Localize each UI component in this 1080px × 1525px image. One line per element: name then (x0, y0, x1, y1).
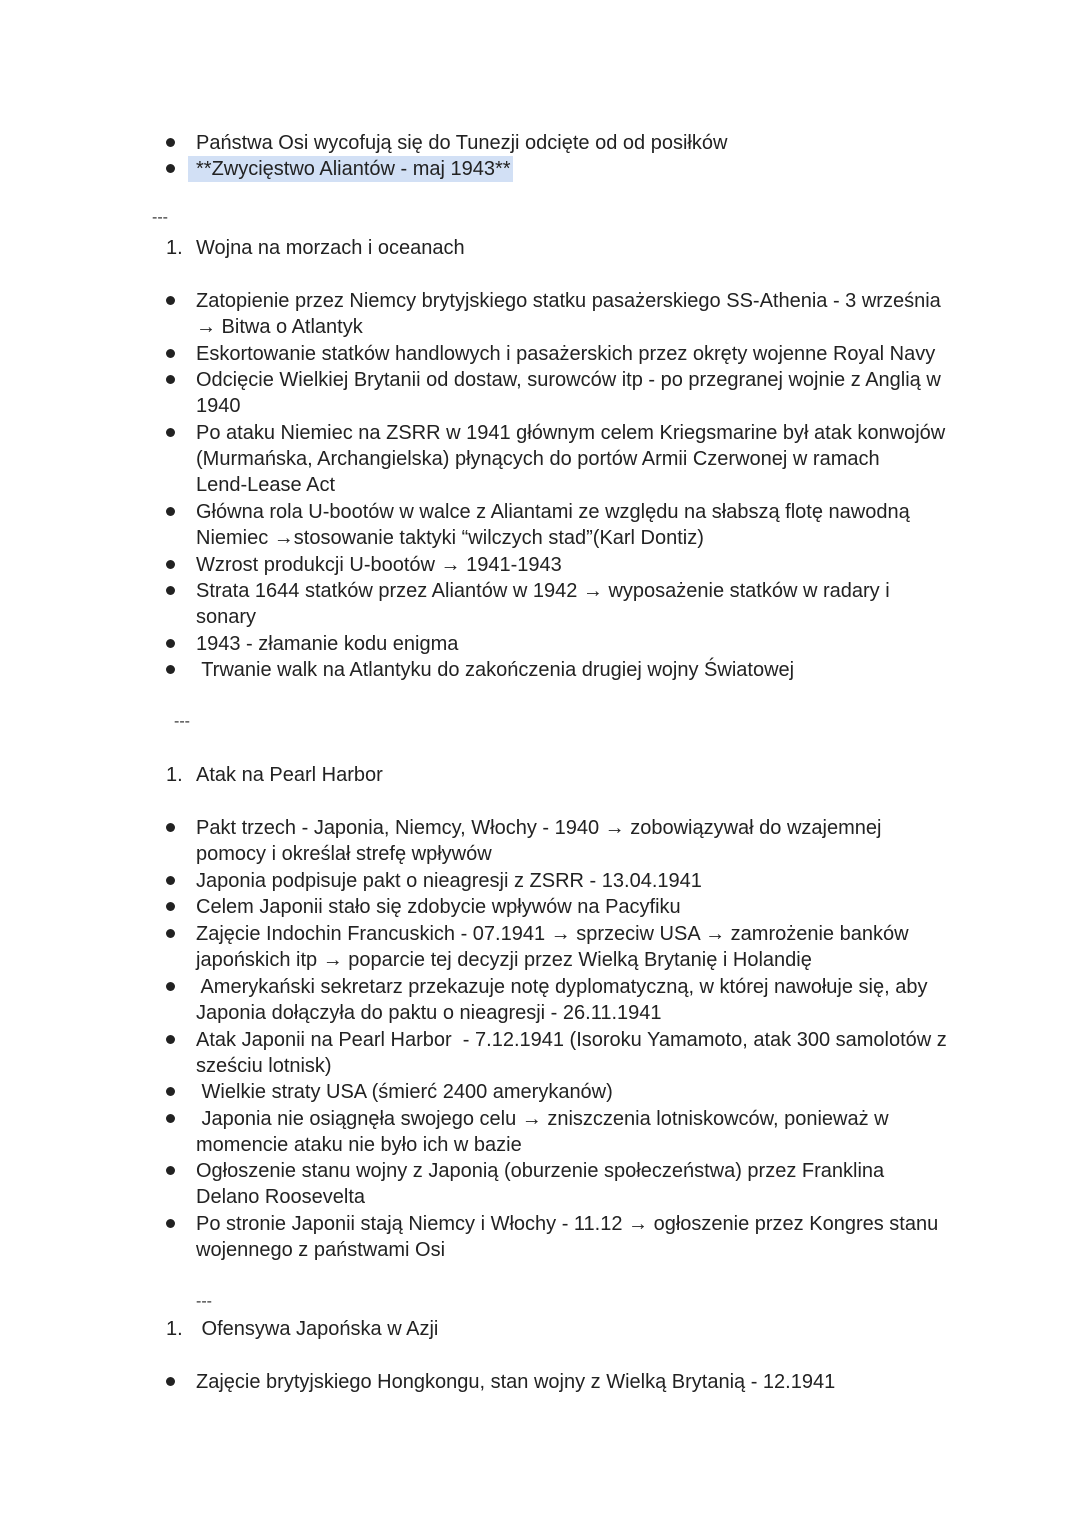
list-item: Amerykański sekretarz przekazuje notę dyplomatyczną, w której nawołuje się, aby (196, 976, 928, 998)
list-item: Ogłoszenie stanu wojny z Japonią (oburzenie społeczeństwa) przez Franklina (196, 1160, 885, 1182)
list-item-continuation: sonary (196, 606, 257, 628)
bullet-icon (166, 902, 175, 911)
list-item: Główna rola U-bootów w walce z Aliantami ze względu na słabszą flotę nawodną (196, 501, 910, 523)
list-item: Pakt trzech - Japonia, Niemcy, Włochy - 1940 → zobowiązywał do wzajemnej (196, 817, 882, 839)
list-item: Eskortowanie statków handlowych i pasażerskich przez okręty wojenne Royal Navy (196, 343, 936, 365)
bullet-icon (166, 138, 175, 147)
list-item-continuation: japońskich itp → poparcie tej decyzji przez Wielką Brytanię i Holandię (196, 949, 812, 971)
list-item: Po ataku Niemiec na ZSRR w 1941 głównym celem Kriegsmarine był atak konwojów (196, 422, 946, 444)
list-item-continuation: 1940 (196, 395, 241, 417)
bullet-icon (166, 428, 175, 437)
list-item-continuation: Lend-Lease Act (196, 474, 335, 496)
list-item: Zajęcie Indochin Francuskich - 07.1941 → sprzeciw USA → zamrożenie banków (196, 923, 909, 945)
list-item: Strata 1644 statków przez Aliantów w 1942 → wyposażenie statków w radary i (196, 580, 890, 602)
list-item-continuation: sześciu lotnisk) (196, 1055, 332, 1077)
list-item-continuation: wojennego z państwami Osi (196, 1239, 446, 1261)
section-heading: Atak na Pearl Harbor (196, 764, 383, 786)
list-item: Zatopienie przez Niemcy brytyjskiego statku pasażerskiego SS-Athenia - 3 września (196, 290, 941, 312)
list-item: Zajęcie brytyjskiego Hongkongu, stan wojny z Wielką Brytanią - 12.1941 (196, 1371, 836, 1393)
bullet-icon (166, 1166, 175, 1175)
highlighted-list-item: **Zwycięstwo Aliantów - maj 1943** (188, 156, 513, 182)
list-item-continuation: Japonia dołączyła do paktu o nieagresji - 26.11.1941 (196, 1002, 662, 1024)
section-number: 1. (166, 237, 183, 259)
list-item: Japonia nie osiągnęła swojego celu → zniszczenia lotniskowców, ponieważ w (196, 1108, 889, 1130)
section-number: 1. (166, 1318, 183, 1340)
bullet-icon (166, 296, 175, 305)
separator: --- (152, 209, 168, 226)
list-item: Wzrost produkcji U-bootów → 1941-1943 (196, 554, 562, 576)
list-item: Celem Japonii stało się zdobycie wpływów na Pacyfiku (196, 896, 681, 918)
bullet-icon (166, 349, 175, 358)
separator: --- (174, 713, 190, 730)
bullet-icon (166, 586, 175, 595)
bullet-icon (166, 665, 175, 674)
section-heading: Wojna na morzach i oceanach (196, 237, 465, 259)
list-item-continuation: → Bitwa o Atlantyk (196, 316, 363, 338)
bullet-icon (166, 1035, 175, 1044)
list-item-continuation: (Murmańska, Archangielska) płynących do portów Armii Czerwonej w ramach (196, 448, 880, 470)
list-item-continuation: momencie ataku nie było ich w bazie (196, 1134, 522, 1156)
bullet-icon (166, 982, 175, 991)
bullet-icon (166, 164, 175, 173)
list-item-continuation: Delano Roosevelta (196, 1186, 365, 1208)
bullet-icon (166, 639, 175, 648)
list-item-continuation: pomocy i określał strefę wpływów (196, 843, 492, 865)
bullet-icon (166, 1219, 175, 1228)
list-item: Wielkie straty USA (śmierć 2400 amerykanów) (196, 1081, 613, 1103)
list-item: Po stronie Japonii stają Niemcy i Włochy - 11.12 → ogłoszenie przez Kongres stanu (196, 1213, 939, 1235)
bullet-icon (166, 507, 175, 516)
bullet-icon (166, 929, 175, 938)
bullet-icon (166, 876, 175, 885)
bullet-icon (166, 375, 175, 384)
list-item: Atak Japonii na Pearl Harbor - 7.12.1941 (Isoroku Yamamoto, atak 300 samolotów z (196, 1029, 947, 1051)
list-item: 1943 - złamanie kodu enigma (196, 633, 459, 655)
list-item: Odcięcie Wielkiej Brytanii od dostaw, surowców itp - po przegranej wojnie z Anglią w (196, 369, 941, 391)
list-item-continuation: Niemiec →stosowanie taktyki “wilczych stad”(Karl Dontiz) (196, 527, 704, 549)
list-item: Japonia podpisuje pakt o nieagresji z ZSRR - 13.04.1941 (196, 870, 702, 892)
section-number: 1. (166, 764, 183, 786)
bullet-icon (166, 1087, 175, 1096)
list-item: Trwanie walk na Atlantyku do zakończenia drugiej wojny Światowej (196, 659, 795, 681)
separator: --- (196, 1293, 212, 1310)
bullet-icon (166, 823, 175, 832)
bullet-icon (166, 1377, 175, 1386)
section-heading: Ofensywa Japońska w Azji (196, 1318, 439, 1340)
list-item: Państwa Osi wycofują się do Tunezji odcięte od od posiłków (196, 132, 728, 154)
bullet-icon (166, 1114, 175, 1123)
bullet-icon (166, 560, 175, 569)
